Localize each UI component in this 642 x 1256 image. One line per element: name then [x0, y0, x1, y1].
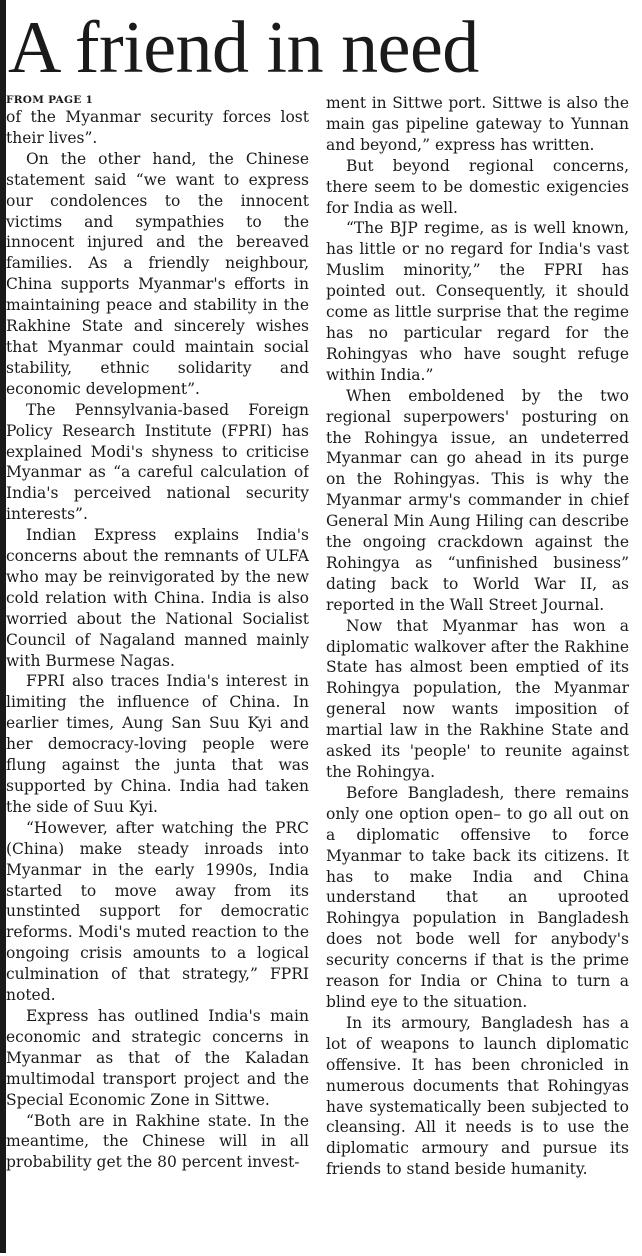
article-headline: A friend in need	[8, 7, 479, 89]
article-column-left	[6, 90, 309, 1253]
paragraph: ment in Sittwe port. Sittwe is also the main gas pipeline gateway to Yunnan and beyond,” express has written.	[326, 94, 629, 154]
paragraph: “However, after watching the PRC (China) make steady inroads into Myanmar in the early 1990s, India started to move away from its unstinted support for democratic reforms. Modi's muted reaction to the ongoing crisis amounts to a logical culmination of that strategy,” FPRI noted.	[6, 818, 309, 1005]
paragraph: Express has outlined India's main economic and strategic concerns in Myanmar as that of the Kaladan multimodal transport project and the Special Economic Zone in Sittwe.	[6, 1006, 309, 1109]
paragraph: Before Bangladesh, there remains only one option open– to go all out on a diplomatic offensive to force Myanmar to take back its citizens. It has to make India and China understand that an uprooted Rohingya population in Bangladesh does not bode well for anybody's security concerns if that is the prime reason for India or China to turn a blind eye to the situation.	[326, 783, 629, 1011]
paragraph: But beyond regional concerns, there seem to be domestic exigencies for India as well.	[326, 156, 629, 217]
paragraph: FPRI also traces India's interest in limiting the influence of China. In earlier times, Aung San Suu Kyi and her democracy-loving people were flung against the junta that was supported by China. India had taken the side of Suu Kyi.	[6, 672, 309, 816]
paragraph: Now that Myanmar has won a diplomatic walkover after the Rakhine State has almost been emptied of its Rohingya population, the Myanmar general now wants imposition of martial law in the Rakhine State and asked its 'people' to reunite against the Rohingya.	[326, 616, 629, 781]
paragraph: Indian Express explains India's concerns about the remnants of ULFA who may be reinvigorated by the new cold relation with China. India is also worried about the National Socialist Council of Nagaland manned mainly with Burmese Nagas.	[6, 526, 309, 670]
paragraph: When emboldened by the two regional superpowers' posturing on the Rohingya issue, an undeterred Myanmar can go ahead in its purge on the Rohingyas. This is why the Myanmar army's commander in chief General Min Aung Hiling can describe the ongoing crackdown against the Rohingya as “unfinished business” dating back to World War II, as reported in the Wall Street Journal.	[326, 386, 629, 614]
paragraph: of the Myanmar security forces lost their lives”.	[6, 108, 309, 147]
paragraph: On the other hand, the Chinese statement said “we want to express our condolences to the innocent victims and sympathies to the innocent injured and the bereaved families. As a friendly neighbour, China supports Myanmar's efforts in maintaining peace and stability in the Rakhine State and sincerely wishes that Myanmar could maintain social stability, ethnic solidarity and economic development”.	[6, 149, 309, 398]
paragraph: The Pennsylvania-based Foreign Policy Research Institute (FPRI) has explained Modi's shyness to criticise Myanmar as “a careful calculation of India's perceived national security interests”.	[6, 400, 309, 524]
paragraph: “Both are in Rakhine state. In the meantime, the Chinese will in all probability get the 80 percent invest-	[6, 1111, 309, 1172]
dateline: FROM PAGE 1	[6, 94, 94, 106]
paragraph: In its armoury, Bangladesh has a lot of weapons to launch diplomatic offensive. It has been chronicled in numerous documents that Rohingyas have systematically been subjected to cleansing. All it needs is to use the diplomatic armoury and pursue its friends to stand beside humanity.	[326, 1013, 629, 1179]
article-column-right	[326, 93, 629, 1256]
paragraph: “The BJP regime, as is well known, has little or no regard for India's vast Muslim minority,” the FPRI has pointed out. Consequently, it should come as little surprise that the regime has no particular regard for the Rohingyas who have sought refuge within India.”	[326, 219, 629, 384]
